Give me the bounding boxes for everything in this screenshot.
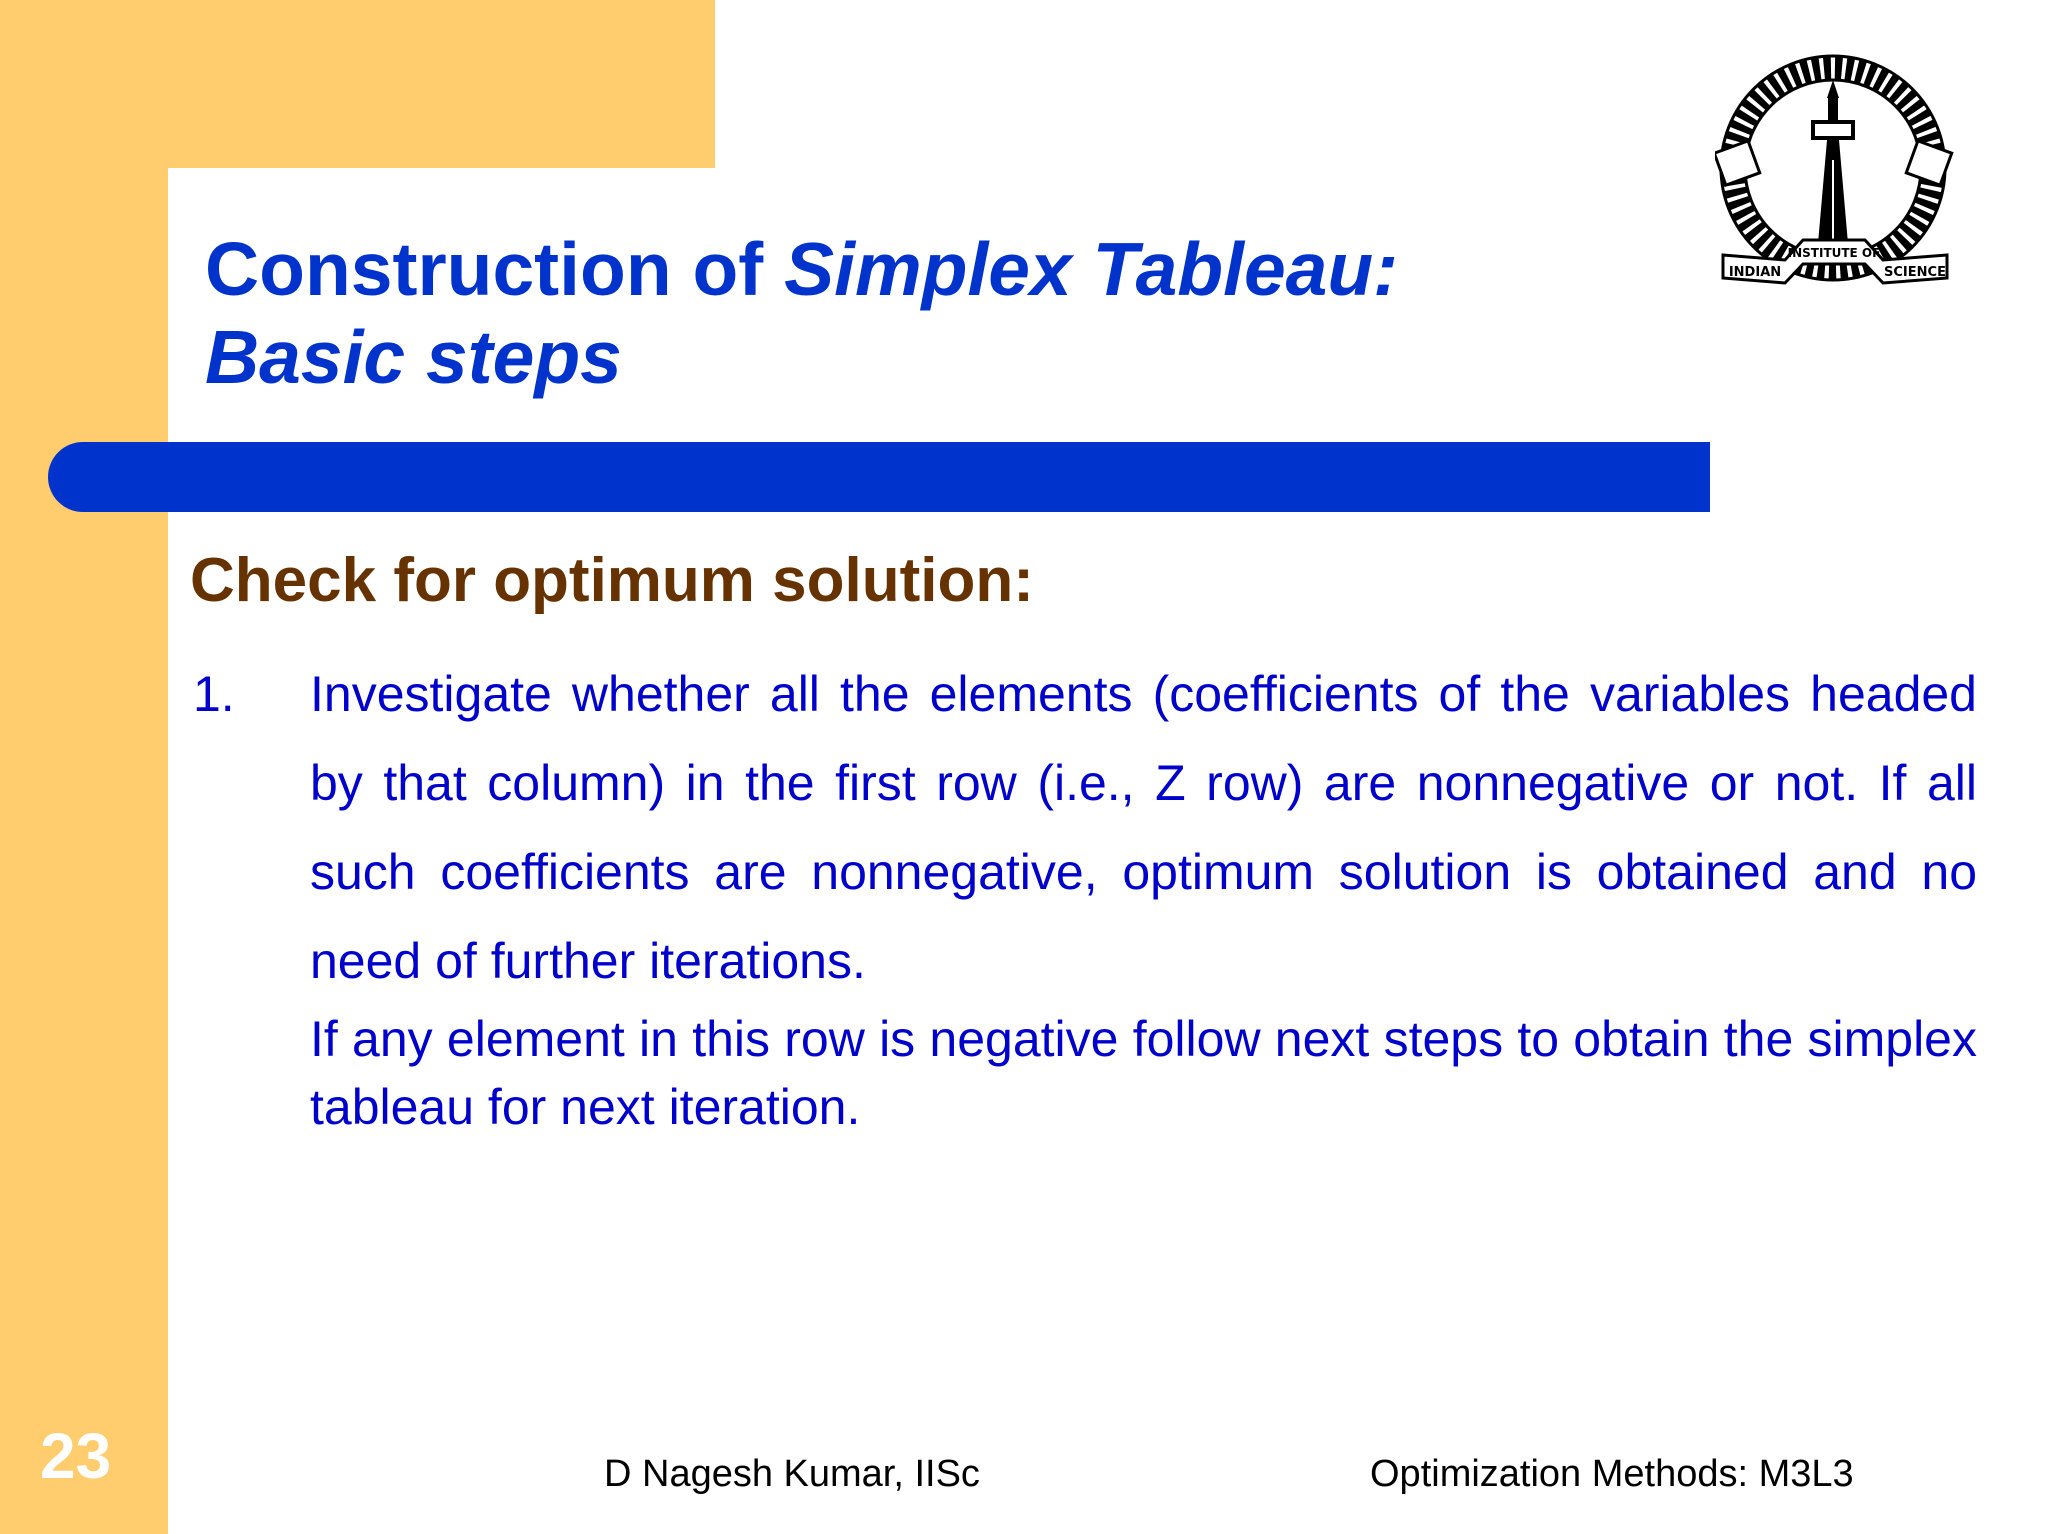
footer-author: D Nagesh Kumar, IISc bbox=[604, 1453, 980, 1495]
logo-text-right: SCIENCE bbox=[1884, 265, 1946, 280]
footer-course: Optimization Methods: M3L3 bbox=[1370, 1453, 1854, 1495]
section-heading: Check for optimum solution: bbox=[190, 546, 1034, 615]
left-accent-band bbox=[0, 0, 168, 1534]
top-accent-band bbox=[0, 0, 715, 168]
title-line2: Basic steps bbox=[205, 315, 622, 399]
title-underline-bar bbox=[48, 442, 1710, 512]
slide-title bbox=[205, 225, 1505, 401]
title-part1: Construction of bbox=[205, 227, 785, 311]
slide-number: 23 bbox=[40, 1420, 112, 1492]
iisc-logo bbox=[1715, 50, 1955, 300]
list-number: 1. bbox=[193, 666, 235, 722]
logo-text-left: INDIAN bbox=[1728, 265, 1782, 280]
list-item-paragraph-1: Investigate whether all the elements (coefficients of the variables headed by that column) in the first row (i.e., Z row) are nonnegative or not. If all such coefficients are nonnegative, optimum solution is obtained and no need of further iterations. bbox=[310, 666, 1977, 989]
logo-text-middle: INSTITUTE OF bbox=[1787, 246, 1881, 260]
list-item-paragraph-2: If any element in this row is negative follow next steps to obtain the simplex tableau for next iteration. bbox=[310, 1011, 1977, 1135]
title-italic: Simplex Tableau: bbox=[784, 227, 1399, 311]
